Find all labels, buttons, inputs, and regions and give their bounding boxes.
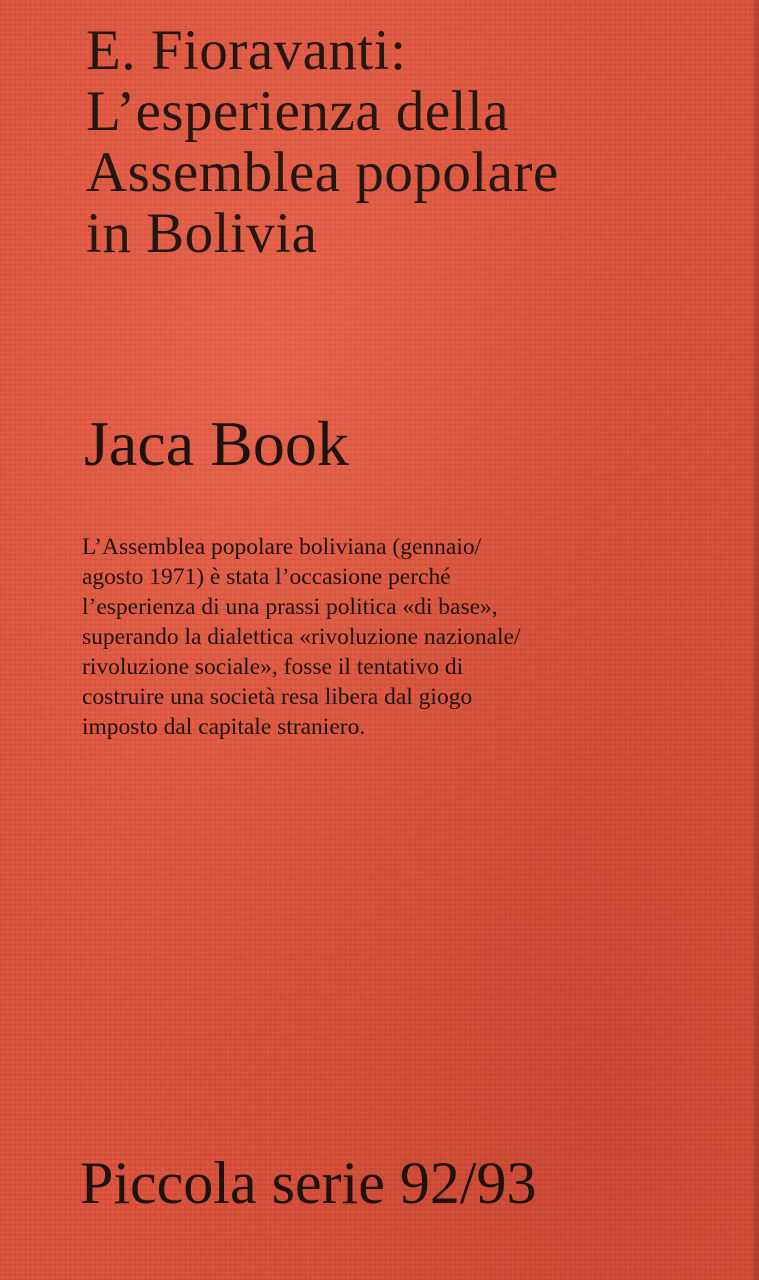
blurb-line: rivoluzione sociale», fosse il tentativo di [82,654,464,680]
cover-blurb [82,532,662,742]
blurb-line: agosto 1971) è stata l’occasione perché [82,564,451,590]
blurb-line: imposto dal capitale straniero. [82,714,366,740]
title-line-3: Assemblea popolare [86,141,559,204]
title-line-4: in Bolivia [86,202,318,265]
blurb-line: l’esperienza di una prassi politica «di base», [82,594,498,620]
publisher-name: Jaca Book [84,408,349,479]
cover-edge-shadow [751,0,759,1280]
blurb-line: superando la dialettica «rivoluzione nazionale/ [82,624,521,650]
blurb-line: L’Assemblea popolare boliviana (gennaio/ [82,534,482,560]
book-title [86,20,746,264]
title-line-2: L’esperienza della [86,80,510,143]
series-label: Piccola serie 92/93 [80,1150,537,1216]
blurb-line: costruire una società resa libera dal giogo [82,684,473,710]
title-line-author: E. Fioravanti: [86,19,407,82]
